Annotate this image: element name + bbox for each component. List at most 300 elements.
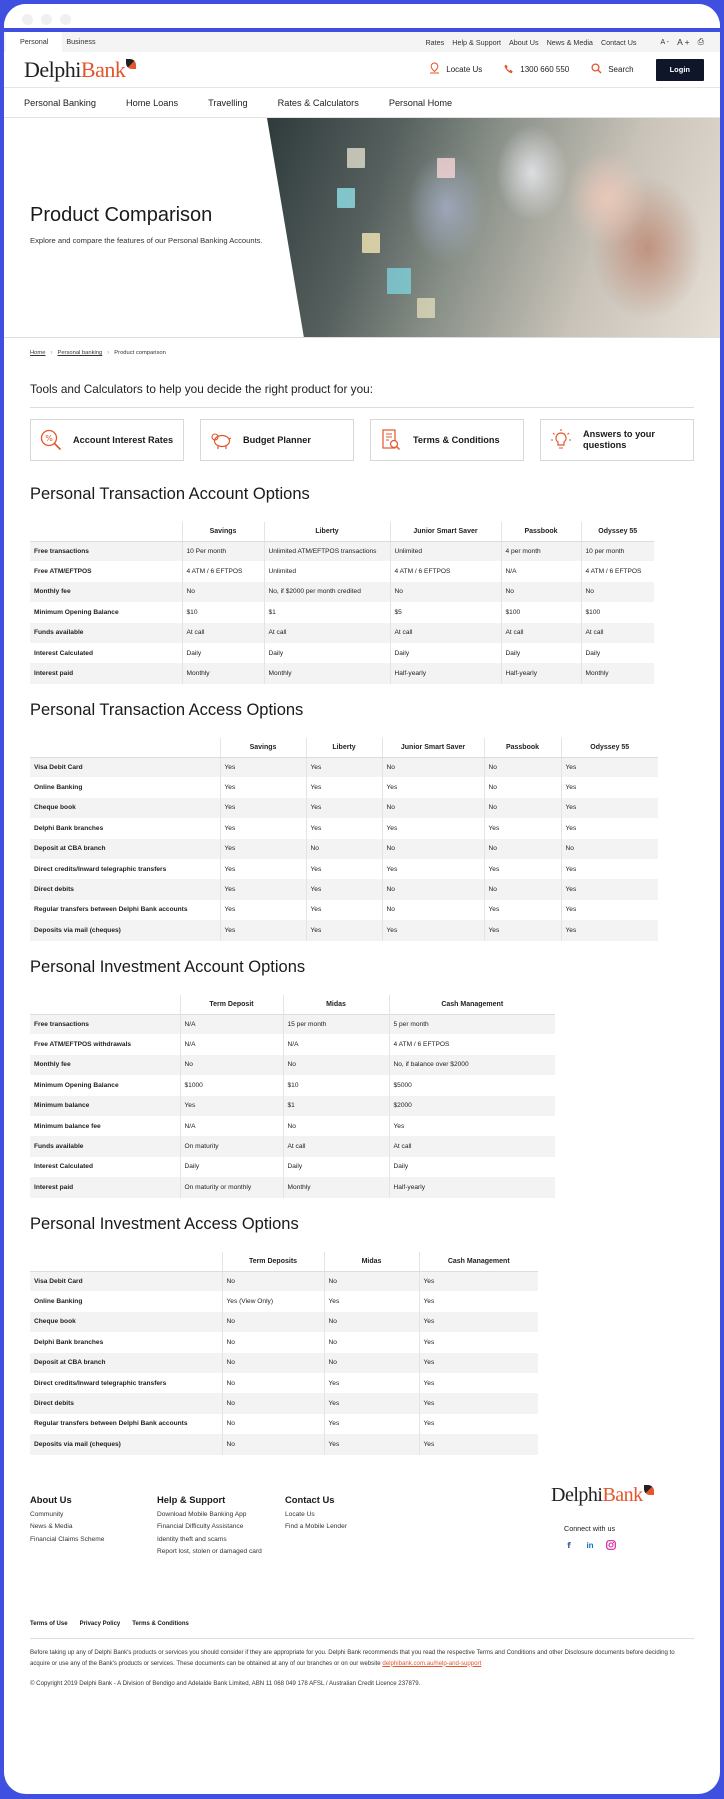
table-cell: No	[283, 1055, 389, 1075]
footer-link[interactable]: Community	[30, 1511, 64, 1518]
table-cell: Yes	[561, 859, 658, 879]
table-row	[30, 1434, 538, 1454]
table-cell: Daily	[501, 643, 581, 663]
site-header	[4, 52, 720, 88]
table-cell: N/A	[501, 561, 581, 581]
login-button[interactable]: Login	[656, 59, 704, 81]
table-cell: No	[324, 1312, 419, 1332]
table-cell: N/A	[180, 1034, 283, 1054]
footer-link[interactable]: Identity theft and scams	[157, 1535, 227, 1543]
nav-rates-calculators[interactable]: Rates & Calculators	[277, 97, 359, 108]
table-cell: No	[484, 839, 561, 859]
table-investment-accounts	[30, 995, 555, 1198]
table-cell: No	[180, 1055, 283, 1075]
row-header: Monthly fee	[30, 1055, 180, 1075]
table-row	[30, 1312, 538, 1332]
instagram-icon[interactable]	[606, 1540, 616, 1550]
table-cell: Yes	[220, 879, 306, 899]
table-cell: Monthly	[581, 663, 654, 683]
table-cell: 10 Per month	[182, 541, 264, 561]
row-header: Funds available	[30, 1136, 180, 1156]
page-title: Product Comparison	[30, 204, 213, 226]
row-header: Deposits via mail (cheques)	[30, 1434, 222, 1454]
table-row	[30, 757, 658, 777]
table-transaction-accounts	[30, 522, 654, 684]
table-cell: Yes	[220, 818, 306, 838]
table-cell: Yes	[419, 1393, 538, 1413]
row-header: Free ATM/EFTPOS	[30, 561, 182, 581]
table-cell: Yes	[306, 818, 382, 838]
column-header: Cash Management	[389, 995, 555, 1014]
row-header: Visa Debit Card	[30, 757, 220, 777]
breadcrumb-personal-banking[interactable]: Personal banking	[57, 350, 103, 356]
table-cell: $10	[182, 602, 264, 622]
table-row	[30, 1177, 555, 1197]
table-row	[30, 1353, 538, 1373]
table-row	[30, 1414, 538, 1434]
table-cell: Yes	[419, 1434, 538, 1454]
section-title-transaction-access: Personal Transaction Access Options	[30, 701, 304, 719]
table-cell: $2000	[389, 1096, 555, 1116]
table-cell: No	[484, 879, 561, 899]
connect-label: Connect with us	[564, 1524, 616, 1533]
delphi-bank-logo[interactable]: Delphi Bank	[24, 57, 136, 83]
utility-link-contact[interactable]: Contact Us	[600, 37, 637, 47]
utility-link-help[interactable]: Help & Support	[452, 37, 502, 47]
table-cell: Yes	[306, 900, 382, 920]
table-row	[30, 798, 658, 818]
column-header: Odyssey 55	[581, 522, 654, 541]
footer-link[interactable]: Report lost, stolen or damaged card	[157, 1547, 262, 1555]
column-header: Liberty	[264, 522, 390, 541]
table-cell: 10 per month	[581, 541, 654, 561]
table-cell: At call	[264, 623, 390, 643]
table-cell: Yes	[306, 879, 382, 899]
table-cell: Unlimited	[390, 541, 501, 561]
table-cell: Monthly	[283, 1177, 389, 1197]
table-cell: Unlimited	[264, 561, 390, 581]
table-cell: No	[222, 1353, 324, 1373]
row-header: Free transactions	[30, 541, 182, 561]
table-cell: On maturity or monthly	[180, 1177, 283, 1197]
percent-search-icon	[39, 428, 63, 452]
table-cell: Yes	[561, 920, 658, 940]
table-cell: Daily	[264, 643, 390, 663]
footer-link[interactable]: Financial Difficulty Assistance	[157, 1523, 244, 1531]
table-cell: $5000	[389, 1075, 555, 1095]
row-header: Visa Debit Card	[30, 1271, 222, 1291]
table-cell: Yes	[419, 1271, 538, 1291]
table-cell: Yes	[306, 798, 382, 818]
tool-terms-conditions[interactable]: Terms & Conditions	[370, 419, 524, 461]
table-cell: Monthly	[264, 663, 390, 683]
row-header: Interest Calculated	[30, 1157, 180, 1177]
table-cell: Half-yearly	[501, 663, 581, 683]
table-row	[30, 1332, 538, 1352]
table-cell: Yes	[484, 900, 561, 920]
table-cell: At call	[182, 623, 264, 643]
browser-window	[4, 4, 720, 1794]
table-cell: No, if balance over $2000	[389, 1055, 555, 1075]
row-header: Deposit at CBA branch	[30, 839, 220, 859]
table-cell: Yes	[306, 920, 382, 940]
table-cell: Yes	[561, 798, 658, 818]
table-cell: Yes	[220, 777, 306, 797]
table-cell: Yes	[419, 1353, 538, 1373]
table-cell: Monthly	[182, 663, 264, 683]
table-cell: On maturity	[180, 1136, 283, 1156]
utility-link-rates[interactable]: Rates	[425, 37, 445, 47]
row-header: Cheque book	[30, 798, 220, 818]
table-row	[30, 1034, 555, 1054]
table-cell: $100	[501, 602, 581, 622]
section-title-investment-accounts: Personal Investment Account Options	[30, 958, 306, 976]
table-cell: No	[382, 798, 484, 818]
table-cell: Yes	[561, 818, 658, 838]
utility-link-news[interactable]: News & Media	[546, 37, 593, 47]
table-cell: No	[484, 777, 561, 797]
tool-budget-planner[interactable]: Budget Planner	[200, 419, 354, 461]
column-header: Term Deposit	[180, 995, 283, 1014]
table-cell: No	[561, 839, 658, 859]
table-cell: No	[484, 798, 561, 818]
table-row	[30, 839, 658, 859]
table-cell: Yes	[324, 1291, 419, 1311]
help-support-link[interactable]: delphibank.com.au/help-and-support	[382, 1659, 482, 1667]
nav-home-loans[interactable]: Home Loans	[126, 97, 179, 108]
row-header: Regular transfers between Delphi Bank accounts	[30, 900, 220, 920]
row-header: Cheque book	[30, 1312, 222, 1332]
table-row	[30, 1373, 538, 1393]
table-cell: No	[484, 757, 561, 777]
table-cell: No	[222, 1332, 324, 1352]
text-size-increase[interactable]: A +	[677, 37, 690, 47]
location-pin-icon	[429, 62, 440, 77]
table-cell: Yes	[561, 777, 658, 797]
table-row	[30, 1014, 555, 1034]
row-header: Deposits via mail (cheques)	[30, 920, 220, 940]
table-cell: Yes	[324, 1393, 419, 1413]
table-cell: Yes	[220, 839, 306, 859]
table-cell: Half-yearly	[390, 663, 501, 683]
table-cell: Yes	[220, 798, 306, 818]
table-row	[30, 561, 654, 581]
table-cell: No	[222, 1393, 324, 1413]
search-icon	[591, 63, 602, 76]
table-row	[30, 1136, 555, 1156]
utility-bar	[4, 32, 720, 52]
table-cell: 4 ATM / 6 EFTPOS	[390, 561, 501, 581]
utility-link-about[interactable]: About Us	[509, 37, 539, 47]
column-header: Liberty	[306, 738, 382, 757]
main-nav	[4, 88, 720, 118]
locate-us-link[interactable]: Locate Us	[429, 62, 482, 77]
section-title-investment-access: Personal Investment Access Options	[30, 1215, 299, 1233]
table-row	[30, 1393, 538, 1413]
table-row	[30, 1055, 555, 1075]
table-row	[30, 920, 658, 940]
table-cell: No	[382, 839, 484, 859]
table-cell: No	[501, 582, 581, 602]
table-cell: At call	[501, 623, 581, 643]
table-corner	[30, 522, 182, 541]
table-row	[30, 777, 658, 797]
table-transaction-access	[30, 738, 658, 941]
nav-personal-banking[interactable]: Personal Banking	[24, 97, 97, 108]
table-cell: At call	[390, 623, 501, 643]
table-cell: Yes	[220, 920, 306, 940]
table-cell: No	[222, 1312, 324, 1332]
table-row	[30, 1075, 555, 1095]
row-header: Online Banking	[30, 777, 220, 797]
table-cell: No	[324, 1353, 419, 1373]
table-cell: Yes	[324, 1434, 419, 1454]
row-header: Minimum balance fee	[30, 1116, 180, 1136]
legal-links	[30, 1621, 189, 1627]
table-cell: No	[182, 582, 264, 602]
table-row	[30, 1116, 555, 1136]
table-cell: $10	[283, 1075, 389, 1095]
table-cell: Yes	[180, 1096, 283, 1116]
table-cell: $5	[390, 602, 501, 622]
table-row	[30, 1271, 538, 1291]
table-cell: Yes	[382, 859, 484, 879]
table-row	[30, 1096, 555, 1116]
table-cell: Yes	[419, 1332, 538, 1352]
text-size-decrease[interactable]: A -	[660, 38, 670, 46]
table-cell: $1	[264, 602, 390, 622]
footer-link[interactable]: Download Mobile Banking App	[157, 1511, 247, 1518]
table-cell: Daily	[283, 1157, 389, 1177]
tool-answers-questions[interactable]: Answers to your questions	[540, 419, 694, 461]
table-cell: Yes	[419, 1414, 538, 1434]
disclaimer: Before taking up any of Delphi Bank's products or services you should consider if they are appropriate for you. Delphi Bank recommends that you read the respective Terms and Conditions and other Disclosure documents before deciding to acquire or use any of the Bank's products or services. These documents can be obtained at any of our branches or on our website delphibank.com.au/help-and-support	[30, 1649, 675, 1667]
table-cell: Yes	[561, 900, 658, 920]
table-row	[30, 541, 654, 561]
table-cell: No	[222, 1373, 324, 1393]
table-cell: No	[382, 879, 484, 899]
search-link[interactable]: Search	[591, 63, 633, 76]
phone-link[interactable]: 1300 660 550	[504, 64, 569, 76]
print-icon[interactable]: ⎙	[697, 37, 704, 46]
table-corner	[30, 995, 180, 1014]
row-header: Minimum balance	[30, 1096, 180, 1116]
row-header: Interest paid	[30, 1177, 180, 1197]
window-dot[interactable]	[41, 14, 52, 25]
footer-heading: About Us	[30, 1494, 72, 1505]
table-cell: No	[324, 1332, 419, 1352]
table-cell: Yes	[382, 777, 484, 797]
table-cell: Yes	[382, 920, 484, 940]
row-header: Delphi Bank branches	[30, 818, 220, 838]
table-cell: Yes	[484, 818, 561, 838]
row-header: Direct debits	[30, 879, 220, 899]
copyright: © Copyright 2019 Delphi Bank - A Division of Bendigo and Adelaide Bank Limited, ABN 11 068 049 178 AFSL / Australian Credit Licence 237879.	[30, 1680, 421, 1687]
table-cell: Yes	[382, 818, 484, 838]
column-header: Savings	[220, 738, 306, 757]
tools-row	[30, 419, 694, 461]
table-row	[30, 623, 654, 643]
terms-of-use-link[interactable]: Terms of Use	[30, 1621, 68, 1627]
footer-link[interactable]: News & Media	[30, 1523, 73, 1531]
breadcrumb-current: Product comparison	[114, 350, 166, 356]
window-dot[interactable]	[60, 14, 71, 25]
footer-col-contact	[285, 1494, 347, 1536]
table-cell: 4 ATM / 6 EFTPOS	[581, 561, 654, 581]
segment-business[interactable]: Business	[66, 37, 96, 46]
table-cell: No	[222, 1271, 324, 1291]
nav-personal-home[interactable]: Personal Home	[388, 97, 453, 108]
table-cell: No	[222, 1414, 324, 1434]
facebook-icon[interactable]: f	[567, 1540, 571, 1550]
column-header: Savings	[182, 522, 264, 541]
table-cell: Yes	[484, 920, 561, 940]
column-header: Midas	[324, 1252, 419, 1271]
table-cell: Yes	[220, 757, 306, 777]
table-cell: No	[324, 1271, 419, 1291]
chevron-right-icon: ›	[107, 350, 110, 356]
table-corner	[30, 738, 220, 757]
column-header: Passbook	[484, 738, 561, 757]
window-chrome	[4, 4, 720, 32]
svg-text:%: %	[45, 434, 53, 443]
table-row	[30, 643, 654, 663]
hero-image	[267, 118, 720, 338]
table-cell: Daily	[180, 1157, 283, 1177]
nav-travelling[interactable]: Travelling	[208, 97, 248, 108]
table-row	[30, 879, 658, 899]
table-cell: At call	[389, 1136, 555, 1156]
tool-account-interest-rates[interactable]: % Account Interest Rates	[30, 419, 184, 461]
table-cell: Yes	[561, 757, 658, 777]
table-investment-access	[30, 1252, 538, 1455]
footer-heading: Help & Support	[157, 1494, 226, 1505]
terms-conditions-link[interactable]: Terms & Conditions	[132, 1621, 189, 1627]
row-header: Deposit at CBA branch	[30, 1353, 222, 1373]
table-cell: No	[382, 757, 484, 777]
privacy-policy-link[interactable]: Privacy Policy	[79, 1621, 121, 1627]
chevron-right-icon: ›	[50, 350, 53, 356]
table-cell: N/A	[283, 1034, 389, 1054]
table-cell: Daily	[581, 643, 654, 663]
table-cell: 5 per month	[389, 1014, 555, 1034]
breadcrumb	[30, 350, 720, 356]
footer-col-help	[157, 1494, 262, 1560]
table-cell: Yes	[220, 859, 306, 879]
footer-col-about	[30, 1494, 104, 1548]
table-cell: Yes	[419, 1291, 538, 1311]
table-row	[30, 859, 658, 879]
row-header: Interest paid	[30, 663, 182, 683]
table-cell: Yes	[419, 1312, 538, 1332]
row-header: Funds available	[30, 623, 182, 643]
table-cell: Yes	[306, 757, 382, 777]
segment-personal[interactable]: Personal	[6, 32, 62, 52]
table-cell: Yes	[561, 879, 658, 899]
table-cell: N/A	[180, 1014, 283, 1034]
row-header: Online Banking	[30, 1291, 222, 1311]
table-cell: No	[222, 1434, 324, 1454]
row-header: Free ATM/EFTPOS withdrawals	[30, 1034, 180, 1054]
row-header: Monthly fee	[30, 582, 182, 602]
table-cell: No	[283, 1116, 389, 1136]
social-links	[564, 1540, 616, 1550]
hero-banner	[4, 118, 720, 338]
table-cell: Yes	[389, 1116, 555, 1136]
table-cell: 4 per month	[501, 541, 581, 561]
table-cell: At call	[581, 623, 654, 643]
document-search-icon	[379, 428, 403, 452]
breadcrumb-home[interactable]: Home	[30, 350, 46, 356]
row-header: Free transactions	[30, 1014, 180, 1034]
table-cell: Half-yearly	[389, 1177, 555, 1197]
table-cell: $1000	[180, 1075, 283, 1095]
lightbulb-icon	[549, 428, 573, 452]
page-subtitle: Explore and compare the features of our Personal Banking Accounts.	[30, 236, 263, 245]
table-cell: Daily	[389, 1157, 555, 1177]
tools-heading: Tools and Calculators to help you decide the right product for you:	[30, 382, 373, 396]
footer-link[interactable]: Find a Mobile Lender	[285, 1523, 347, 1531]
table-corner	[30, 1252, 222, 1271]
table-row	[30, 818, 658, 838]
row-header: Minimum Opening Balance	[30, 1075, 180, 1095]
table-cell: Yes	[306, 859, 382, 879]
row-header: Direct credits/Inward telegraphic transfers	[30, 1373, 222, 1393]
table-cell: Yes	[220, 900, 306, 920]
table-cell: Daily	[390, 643, 501, 663]
column-header: Junior Smart Saver	[382, 738, 484, 757]
table-cell: Yes	[324, 1373, 419, 1393]
row-header: Direct debits	[30, 1393, 222, 1413]
table-row	[30, 663, 654, 683]
table-row	[30, 582, 654, 602]
table-cell: Yes	[484, 859, 561, 879]
table-row	[30, 900, 658, 920]
footer-link[interactable]: Financial Claims Scheme	[30, 1535, 105, 1543]
table-cell: No	[390, 582, 501, 602]
table-cell: $1	[283, 1096, 389, 1116]
table-cell: N/A	[180, 1116, 283, 1136]
footer-link[interactable]: Locate Us	[285, 1511, 315, 1518]
table-cell: $100	[581, 602, 654, 622]
table-cell: Yes	[324, 1414, 419, 1434]
table-cell: Daily	[182, 643, 264, 663]
column-header: Midas	[283, 995, 389, 1014]
column-header: Term Deposits	[222, 1252, 324, 1271]
table-cell: No	[382, 900, 484, 920]
table-cell: Unlimited ATM/EFTPOS transactions	[264, 541, 390, 561]
section-title-transaction-accounts: Personal Transaction Account Options	[30, 485, 310, 503]
row-header: Direct credits/Inward telegraphic transfers	[30, 859, 220, 879]
column-header: Junior Smart Saver	[390, 522, 501, 541]
table-cell: No, if $2000 per month credited	[264, 582, 390, 602]
column-header: Cash Management	[419, 1252, 538, 1271]
row-header: Regular transfers between Delphi Bank accounts	[30, 1414, 222, 1434]
footer-heading: Contact Us	[285, 1494, 335, 1505]
piggy-bank-icon	[209, 428, 233, 452]
phone-icon	[504, 64, 514, 76]
row-header: Minimum Opening Balance	[30, 602, 182, 622]
table-row	[30, 1291, 538, 1311]
window-dot[interactable]	[22, 14, 33, 25]
table-cell: 4 ATM / 6 EFTPOS	[182, 561, 264, 581]
row-header: Delphi Bank branches	[30, 1332, 222, 1352]
table-cell: No	[581, 582, 654, 602]
table-cell: Yes	[419, 1373, 538, 1393]
footer-logo[interactable]: Delphi Bank	[551, 1484, 654, 1507]
linkedin-icon[interactable]: in	[586, 1540, 594, 1550]
row-header: Interest Calculated	[30, 643, 182, 663]
